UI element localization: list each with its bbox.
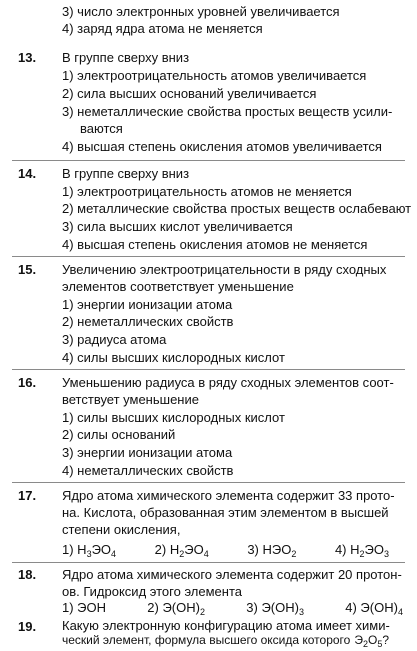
- option-line: 4) заряд ядра атома не меняется: [62, 21, 263, 36]
- option-line: 4) неметаллических свойств: [62, 463, 234, 478]
- question-stem-line: на. Кислота, образованная этим элементом в высшей: [62, 505, 389, 520]
- option-line: 4) высшая степень окисления атомов не меняется: [62, 237, 368, 252]
- question-stem-line: Увеличению электроотрицательности в ряду сходных: [62, 262, 387, 277]
- question-stem-line: Какую электронную конфигурацию атома имеет хими-: [62, 618, 390, 633]
- option-line: 4) силы высших кислородных кислот: [62, 350, 285, 365]
- answer-options-row: [62, 542, 389, 558]
- answer-option: 2) $Э(OH)_2$: [147, 600, 205, 617]
- question-stem-line: степени окисления,: [62, 522, 181, 537]
- question-stem-line: Ядро атома химического элемента содержит 20 протон-: [62, 567, 402, 582]
- answer-option: 2) $H_2ЭO_4$: [154, 542, 209, 559]
- option-line: ваются: [80, 121, 123, 136]
- question-number: 13.: [18, 50, 37, 65]
- answer-option: 4) $H_2ЭO_3$: [334, 542, 389, 559]
- answer-option: 1) $H_3ЭO_4$: [62, 542, 117, 559]
- question-divider: [12, 256, 405, 257]
- option-line: 2) металлические свойства простых веществ ослабевают: [62, 201, 412, 216]
- question-number: 15.: [18, 262, 37, 277]
- option-line: 3) сила высших кислот увеличивается: [62, 219, 293, 234]
- question-stem-line: Ядро атома химического элемента содержит 33 прото-: [62, 488, 395, 503]
- option-line: 2) сила высших оснований увеличивается: [62, 86, 317, 101]
- option-line: 2) силы оснований: [62, 427, 176, 442]
- answer-option: 1) ЭOH: [62, 600, 107, 615]
- option-line: 4) высшая степень окисления атомов увеличивается: [62, 139, 382, 154]
- question-stem-line: Уменьшению радиуса в ряду сходных элементов соот-: [62, 375, 394, 390]
- answer-option: 3) $Э(OH)_3$: [246, 600, 304, 617]
- question-stem: В группе сверху вниз: [62, 166, 190, 181]
- question-number: 16.: [18, 375, 37, 390]
- question-divider: [12, 160, 405, 161]
- question-number: 19.: [18, 619, 37, 634]
- answer-option: 3) $HЭO_2$: [247, 542, 297, 559]
- question-number: 18.: [18, 567, 37, 582]
- answer-options-row: [62, 600, 403, 616]
- question-divider: [12, 369, 405, 370]
- question-number: 14.: [18, 166, 37, 181]
- option-line: 1) силы высших кислородных кислот: [62, 410, 285, 425]
- option-line: 3) энергии ионизации атома: [62, 445, 233, 460]
- option-line: 3) неметаллические свойства простых веществ усили-: [62, 104, 393, 119]
- option-line: 1) электроотрицательность атомов увеличивается: [62, 68, 367, 83]
- oxide-formula: $Э_2O_5$?: [354, 633, 390, 649]
- question-stem-line: ветствует уменьшение: [62, 392, 199, 407]
- question-number: 17.: [18, 488, 37, 503]
- option-line: 1) электроотрицательность атомов не меняется: [62, 184, 352, 199]
- question-divider: [12, 562, 405, 563]
- question-stem: В группе сверху вниз: [62, 50, 190, 65]
- option-line: 3) число электронных уровней увеличивается: [62, 4, 340, 19]
- answer-option: 4) $Э(OH)_4$: [345, 600, 403, 617]
- option-line: 2) неметаллических свойств: [62, 314, 234, 329]
- question-stem-line: элементов соответствует уменьшение: [62, 279, 294, 294]
- option-line: 3) радиуса атома: [62, 332, 167, 347]
- question-stem-line: ческий элемент, формула высшего оксида которого $Э_2O_5$?: [62, 633, 390, 649]
- question-divider: [12, 482, 405, 483]
- option-line: 1) энергии ионизации атома: [62, 297, 233, 312]
- question-stem-line: ов. Гидроксид этого элемента: [62, 584, 243, 599]
